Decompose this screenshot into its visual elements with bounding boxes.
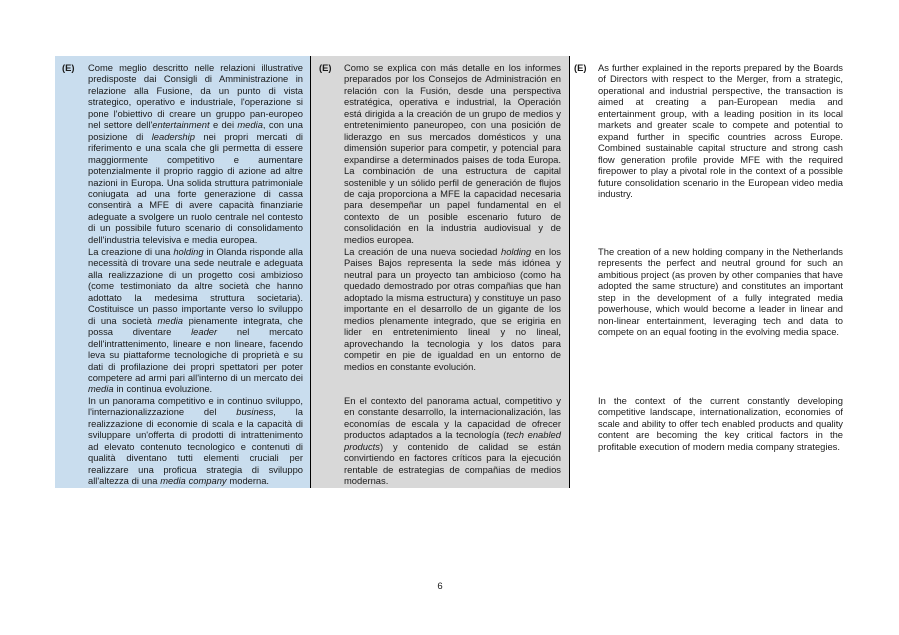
english-paragraph-3: In the context of the current constantly developing competitive landscape, internationalization, economies of scale and ability to offer tech enabled products and quality content are becoming the key critical factors in the profitable execution of modern media company strategies. — [598, 395, 843, 452]
spanish-paragraph-1: Como se explica con más detalle en los informes preparados por los Consejos de Administración en relación con la Fusión, desde una perspectiva estratégica, operativa e industrial, la Operación está dirigida a la creación de un grupo de medios y entretenimiento paneuropeo, con una posición de liderazgo en sus mercados domésticos y una dimensión superior para competir, y potencial para expandirse a determinados paises de toda Europa. La combinación de una estructura de capital sostenible y un sólido perfil de generación de flujos de caja proporciona a MFE la capacidad necesaria para desempeñar un papel fundamental en el contexto de un posible escenario futuro de consolidación en la industria audiovisual y de medios europea. — [344, 62, 561, 245]
column-italian — [55, 56, 311, 488]
spanish-paragraph-2: La creación de una nueva sociedad holding en los Paises Bajos representa la sede más idónea y neutral para un proyecto tan ambicioso (como ha quedado demostrado por otras compañias que han adoptado la misma estructura) y constituye un paso importante en el desarrollo de un gigante de los medios plenamente integrado, que se erigiria en lider en entretenimiento lineal y no lineal, aprovechando la tecnologia y los datos para competir en pie de igualdad en un entorno de medios en constante evolución. — [344, 246, 561, 372]
english-paragraph-1: As further explained in the reports prepared by the Boards of Directors with respect to the Merger, from a strategic, operational and industrial perspective, the transaction is aimed at creating a pan-European media and entertainment group, with a leading position in its local markets and greater scale to compete and potential to expand further in specific countries across Europe. Combined sustainable capital structure and strong cash flow generation profile provide MFE with the required firepower to play a pivotal role in the context of a possible future consolidation scenario in the European video media industry. — [598, 62, 843, 199]
italian-paragraph-3: In un panorama competitivo e in continuo sviluppo, l'internazionalizzazione del business, la realizzazione di economie di scala e la capacità di sviluppare un'offerta di prodotti di intrattenimento ad elevato contenuto tecnologico e contenuti di qualità diventano tutti elementi cruciali per realizzare una proficua strategia di sviluppo all'altezza di una media company moderna. — [88, 395, 303, 487]
english-paragraph-2: The creation of a new holding company in the Netherlands represents the perfect and neutral ground for such an ambitious project (as proven by other companies that have adopted the same structure) and constitutes an important step in the development of a fully integrated media powerhouse, which would become a leader in linear and non-linear entertainment, leveraging tech and data to compete on an equal footing in the evolving media space. — [598, 246, 843, 338]
italian-paragraph-1: Come meglio descritto nelle relazioni illustrative predisposte dai Consigli di Amministrazione in relazione alla Fusione, da un punto di vista strategico, operativo e industriale, l'operazione si pone l'obiettivo di creare un gruppo pan-europeo nel settore dell'entertainment e dei media, con una posizione di leadership nei propri mercati di riferimento e una scala che gli permetta di essere maggiormente competitivo e aumentare potenzialmente il proprio raggio di azione ad altre nazioni in Europa. Una solida struttura patrimoniale coniugata ad una forte generazione di cassa consentirà a MFE di avere capacità finanziarie adeguate a svolgere un ruolo centrale nel contesto di un possibile futuro scenario di consolidamento dell'industria televisiva e media europea. — [88, 62, 303, 245]
trilingual-table — [55, 56, 848, 488]
paragraph-marker-english: (E) — [574, 62, 587, 73]
column-english — [570, 56, 848, 488]
spanish-paragraph-3: En el contexto del panorama actual, competitivo y en constante desarrollo, la internacionalización, las economías de escala y la capacidad de ofrecer productos adaptados a la tecnología (tech enabled products) y contenido de calidad se están convirtiendo en factores críticos para la ejecución rentable de estrategias de compañias de medios modernas. — [344, 395, 561, 487]
paragraph-marker-italian: (E) — [62, 62, 75, 73]
column-spanish — [311, 56, 570, 488]
page-number: 6 — [437, 581, 443, 592]
paragraph-marker-spanish: (E) — [319, 62, 332, 73]
italian-paragraph-2: La creazione di una holding in Olanda risponde alla necessità di trovare una sede neutrale e adeguata alla realizzazione di un progetto cosi ambizioso (come testimoniato da altre società che hanno adottato la medesima struttura societaria). Costituisce un passo importante verso lo sviluppo di una società media pienamente integrata, che possa diventare leader nel mercato dell'intrattenimento, lineare e non lineare, facendo leva su piattaforme tecnologiche di proprietà e su dati di profilazione dei propri spettatori per poter competere ad armi pari all'interno di un mercato dei media in continua evoluzione. — [88, 246, 303, 395]
